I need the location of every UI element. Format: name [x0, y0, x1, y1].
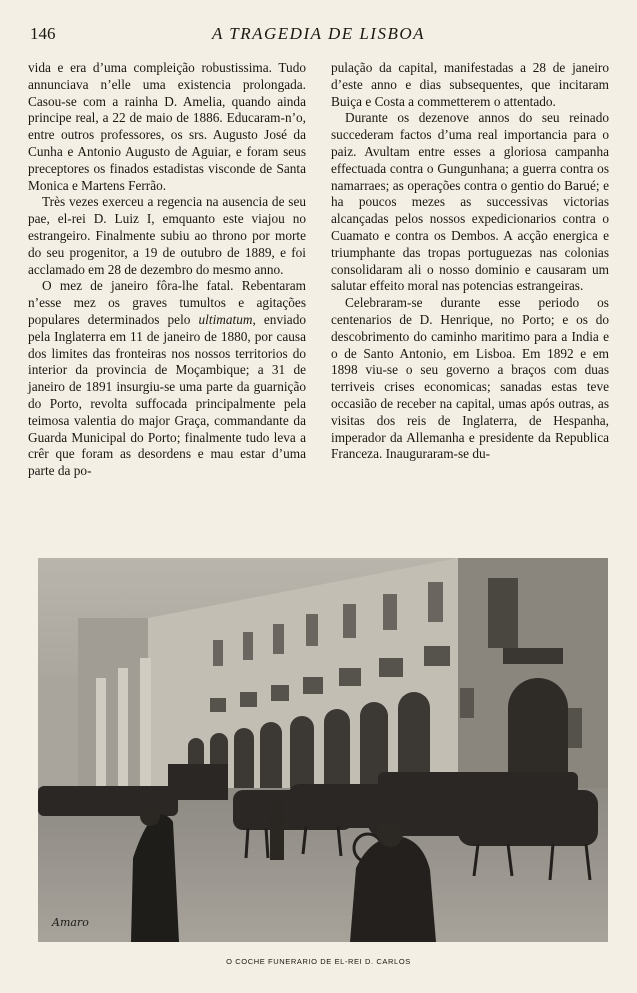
photo-caption: O COCHE FUNERARIO DE EL-REI D. CARLOS [226, 957, 411, 966]
paragraph: Celebraram-se durante esse periodo os centenarios de D. Henrique, no Porto; e os do descobrimento do caminho maritimo para a India e o de Santo Antonio, em Lisboa. Em 1892 e em 1898 viu-se o seu governo a braços com duas terriveis crises economicas; sanadas estas teve occasião de receber na capital, umas após outras, as visitas dos reis de Inglaterra, de Hespanha, imperador da Allemanha e presidente da Republica Franceza. Inauguraram-se du- [331, 295, 609, 462]
paragraph: vida e era d’uma compleição robustissima. Tudo annunciava n’elle uma existencia prolongada. Casou-se com a rainha D. Amelia, quando ainda principe real, a 22 de maio de 1886. Educaram-n’o, entre outros professores, os srs. Augusto José da Cunha e Antonio Augusto de Aguiar, e foram seus preceptores os finados estadistas visconde de Santa Monica e Martens Ferrão. [28, 60, 306, 193]
paragraph [28, 278, 306, 480]
right-column [331, 60, 609, 463]
paragraph: Très vezes exerceu a regencia na ausencia de seu pae, el-rei D. Luiz I, emquanto este viajou no estrangeiro. Finalmente subiu ao throno por morte do seu progenitor, a 19 de outubro de 1889, e foi acclamado em 28 de dezembro do mesmo anno. [28, 194, 306, 277]
left-column [28, 60, 306, 480]
running-title: A TRAGEDIA DE LISBOA [211, 24, 426, 43]
paragraph: pulação da capital, manifestadas a 28 de janeiro d’este anno e dias subsequentes, que incitaram Buiça e Costa a commetterem o attentado. [331, 60, 609, 109]
photo-illustration [38, 558, 608, 942]
funeral-carriage-photo [38, 558, 608, 942]
page-number: 146 [30, 24, 56, 43]
text-columns [28, 60, 610, 540]
page-header [30, 22, 607, 46]
photographer-signature: Amaro [52, 916, 89, 929]
paragraph-text: , enviado pela Inglaterra em 11 de janeiro de 1880, por causa dos limites das fronteiras nos nossos territorios do interior da provincia de Moçambique; a 31 de janeiro de 1891 insurgiu-se uma parte da guarnição do Porto, revolta suffocada principalmente pela teimosa valentia do major Graça, commandante da Guarda Municipal do Porto; finalmente tudo leva a crêr que foram as desordens e mau estar d’uma parte da po- [28, 311, 306, 479]
paragraph: Durante os dezenove annos do seu reinado succederam factos d’uma real importancia para o paiz. Avultam entre esses a gloriosa campanha effectuada contra o Gungunhana; a guerra contra os namarraes; as operações contra o gentio do Barué; e ha poucos mezes as successivas victorias alcançadas pelos nossos expedicionarios contra o Cuamato e contra os Dembos. A acção energica e triumphante das tropas portuguezas nas colonias consolidaram ali o nosso dominio e causaram um salutar effeito moral nas potencias estrangeiras. [331, 110, 609, 294]
italic-term: ultimatum [198, 311, 253, 327]
paragraph-text: O mez de janeiro fôra-lhe fatal. Rebentaram n’esse mez os graves tumultos e agitações populares determinados pelo [28, 278, 306, 327]
